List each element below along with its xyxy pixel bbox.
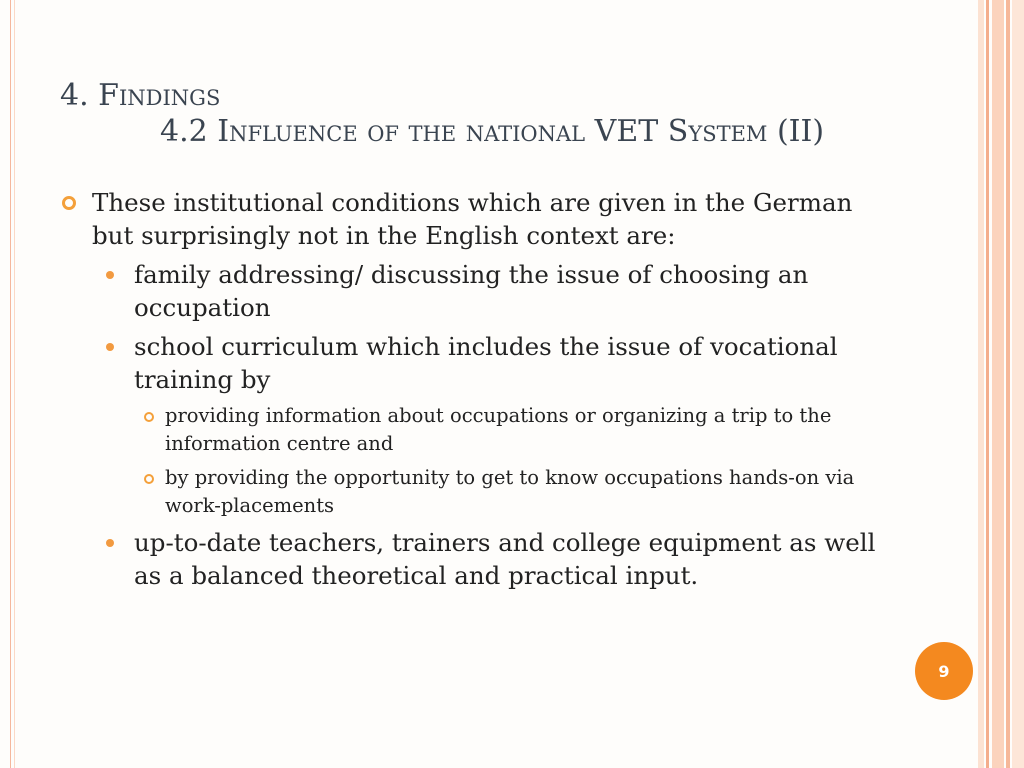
ring-bullet-icon: [62, 196, 76, 210]
title-line-2-number: 4.2: [160, 114, 208, 149]
title-line-2-system: System (II): [667, 114, 825, 149]
bullet-level-2: [62, 526, 882, 592]
bullet-level-1: [62, 186, 882, 252]
bullet-level-3: [62, 402, 882, 458]
bullet-level-3: [62, 464, 882, 520]
dot-bullet-icon: [106, 271, 114, 279]
title-line-1-text: Findings: [98, 78, 221, 113]
title-line-2-text: Influence of the national: [217, 114, 586, 149]
bullet-level-2: [62, 258, 882, 324]
bullet-text: family addressing/ discussing the issue of choosing an occupation: [134, 260, 809, 322]
bullet-text: providing information about occupations or organizing a trip to the information centre and: [165, 404, 832, 455]
slide-body: [62, 186, 882, 592]
bullet-text: by providing the opportunity to get to know occupations hands-on via work-placements: [165, 466, 855, 517]
small-ring-bullet-icon: [144, 474, 154, 484]
bullet-text: school curriculum which includes the issue of vocational training by: [134, 332, 838, 394]
dot-bullet-icon: [106, 343, 114, 351]
page-number: 9: [938, 661, 950, 681]
left-frame-line-inner: [14, 0, 15, 768]
bullet-text: These institutional conditions which are given in the German but surprisingly not in the English context are:: [92, 188, 853, 250]
small-ring-bullet-icon: [144, 412, 154, 422]
dot-bullet-icon: [106, 539, 114, 547]
bullet-text: up-to-date teachers, trainers and college equipment as well as a balanced theoretical and practical input.: [134, 528, 876, 590]
slide-title: [60, 78, 824, 150]
title-line-2: [160, 114, 824, 150]
title-line-1-number: 4.: [60, 78, 89, 113]
bullet-level-2: [62, 330, 882, 396]
title-line-1: [60, 78, 824, 114]
title-line-2-vet: VET: [594, 114, 659, 149]
right-frame-band: [978, 0, 1024, 768]
page-number-badge: [915, 642, 973, 700]
left-frame-line: [10, 0, 11, 768]
